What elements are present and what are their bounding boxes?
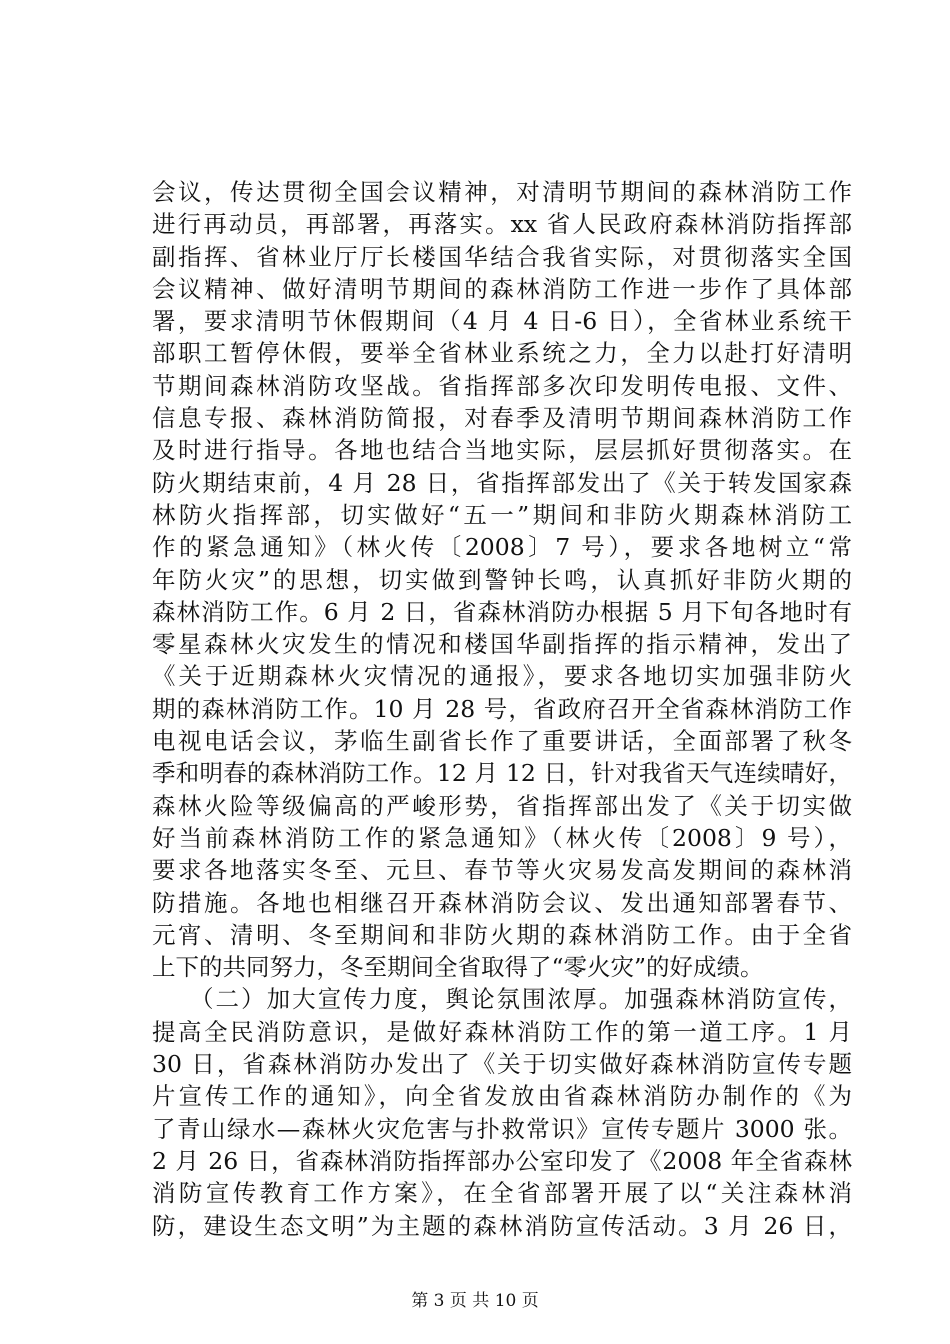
text-line: 副指挥、省林业厅厅长楼国华结合我省实际，对贯彻落实全国 bbox=[152, 242, 852, 271]
text-line: 部职工暂停休假，要举全省林业系统之力，全力以赴打好清明 bbox=[152, 339, 852, 368]
text-line: 电视电话会议，茅临生副省长作了重要讲话，全面部署了秋冬 bbox=[152, 727, 852, 756]
text-line: 会议，传达贯彻全国会议精神，对清明节期间的森林消防工作 bbox=[152, 178, 852, 206]
document-body bbox=[152, 176, 852, 1242]
text-line: 要求各地落实冬至、元旦、春节等火灾易发高发期间的森林消 bbox=[152, 856, 852, 885]
text-line: 林防火指挥部，切实做好“五一”期间和非防火期森林消防工 bbox=[152, 500, 852, 529]
text-line: 好当前森林消防工作的紧急通知》（林火传〔2008〕9 号）， bbox=[152, 823, 852, 852]
text-line: 防，建设生态文明”为主题的森林消防宣传活动。3 月 26 日， bbox=[152, 1211, 852, 1240]
text-line: 防火期结束前，4 月 28 日，省指挥部发出了《关于转发国家森 bbox=[152, 468, 852, 497]
text-line: 作的紧急通知》（林火传〔2008〕7 号），要求各地树立“常 bbox=[152, 533, 852, 562]
text-line: 及时进行指导。各地也结合当地实际，层层抓好贯彻落实。在 bbox=[152, 436, 852, 465]
text-line: 森林火险等级偏高的严峻形势，省指挥部出发了《关于切实做 bbox=[152, 791, 852, 820]
text-line: 30 日，省森林消防办发出了《关于切实做好森林消防宣传专题 bbox=[152, 1050, 852, 1079]
text-line: 了青山绿水—森林火灾危害与扑救常识》宣传专题片 3000 张。 bbox=[152, 1114, 852, 1143]
text-line: 防措施。各地也相继召开森林消防会议、发出通知部署春节、 bbox=[152, 888, 852, 917]
text-line: 2 月 26 日，省森林消防指挥部办公室印发了《2008 年全省森林 bbox=[152, 1146, 852, 1175]
paragraph-start-line: （二）加大宣传力度，舆论氛围浓厚。加强森林消防宣传， bbox=[190, 985, 852, 1014]
text-line: 上下的共同努力，冬至期间全省取得了“零火灾”的好成绩。 bbox=[152, 953, 764, 982]
text-line: 提高全民消防意识，是做好森林消防工作的第一道工序。1 月 bbox=[152, 1017, 852, 1046]
text-line: 署，要求清明节休假期间（4 月 4 日-6 日），全省林业系统干 bbox=[152, 307, 852, 336]
text-line: 《关于近期森林火灾情况的通报》，要求各地切实加强非防火 bbox=[152, 662, 852, 691]
text-line: 会议精神、做好清明节期间的森林消防工作进一步作了具体部 bbox=[152, 274, 852, 303]
text-line: 节期间森林消防攻坚战。省指挥部多次印发明传电报、文件、 bbox=[152, 371, 852, 400]
text-line: 零星森林火灾发生的情况和楼国华副指挥的指示精神，发出了 bbox=[152, 630, 852, 659]
text-line: 森林消防工作。6 月 2 日，省森林消防办根据 5 月下旬各地时有 bbox=[152, 597, 852, 626]
text-line: 消防宣传教育工作方案》，在全省部署开展了以“关注森林消 bbox=[152, 1179, 852, 1208]
text-line: 信息专报、森林消防简报，对春季及清明节期间森林消防工作 bbox=[152, 404, 852, 433]
text-line: 期的森林消防工作。10 月 28 号，省政府召开全省森林消防工作 bbox=[152, 694, 852, 723]
text-line: 元宵、清明、冬至期间和非防火期的森林消防工作。由于全省 bbox=[152, 920, 852, 949]
page-number-footer: 第 3 页 共 10 页 bbox=[411, 1291, 539, 1311]
text-line: 片宣传工作的通知》，向全省发放由省森林消防办制作的《为 bbox=[152, 1082, 852, 1111]
text-line: 进行再动员，再部署，再落实。xx 省人民政府森林消防指挥部 bbox=[152, 210, 852, 239]
text-line: 年防火灾”的思想，切实做到警钟长鸣，认真抓好非防火期的 bbox=[152, 565, 852, 594]
text-line: 季和明春的森林消防工作。12 月 12 日，针对我省天气连续晴好， bbox=[152, 759, 852, 788]
